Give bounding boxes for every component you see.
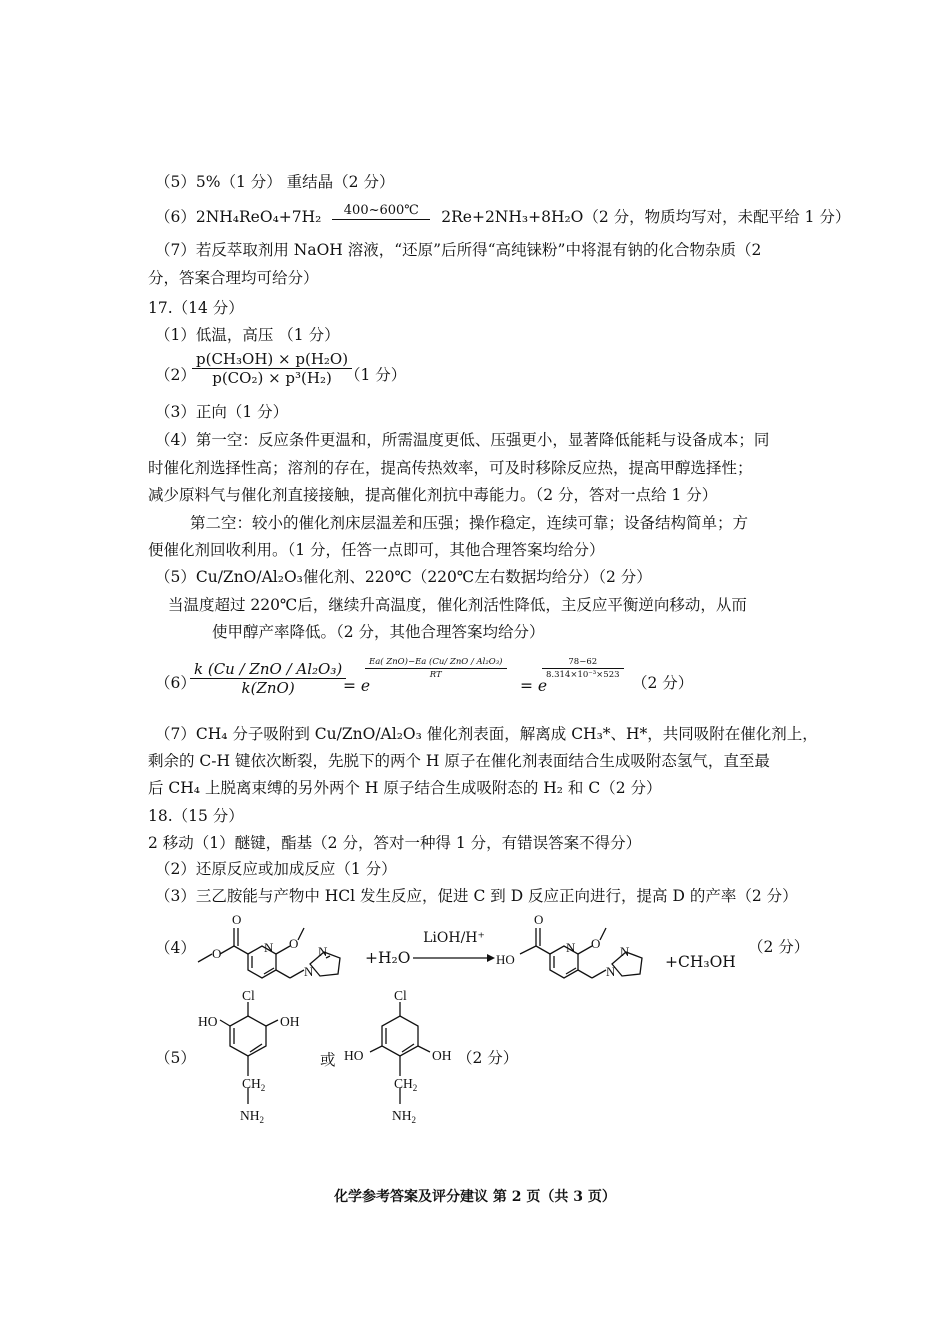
q17-answer-6-label: （6）: [155, 674, 196, 692]
q17-header: 17.（14 分）: [148, 299, 244, 317]
svg-text:CH2: $CH_2$: [394, 1076, 418, 1093]
q17-answer-2-score: （1 分）: [345, 366, 407, 384]
acid-product-structure: [492, 910, 672, 985]
q18-answer-4-score: （2 分）: [748, 938, 810, 956]
q16-answer-5: （5）5%（1 分） 重结晶（2 分）: [155, 173, 395, 191]
q17-answer-4-line2: 时催化剂选择性高；溶剂的存在，提高传热效率，可及时移除反应热，提高甲醇选择性；: [148, 459, 753, 477]
q17-answer-5-line1: （5）Cu/ZnO/Al₂O₃催化剂、220℃（220℃左右数据均给分）（2 分）: [155, 568, 652, 586]
svg-text:OH: OH: [280, 1014, 300, 1029]
q17-answer-5-line3: 使甲醇产率降低。（2 分，其他合理答案均给分）: [212, 623, 545, 641]
exponent-2: [542, 656, 624, 681]
exp-equals-2: = e: [520, 677, 548, 695]
svg-text:HO: HO: [198, 1014, 218, 1029]
svg-text:N: N: [264, 940, 274, 955]
svg-text:HO: HO: [496, 952, 515, 967]
q18-answer-5-label: （5）: [155, 1049, 196, 1067]
q18-answer-2: （2）还原反应或加成反应（1 分）: [155, 860, 397, 878]
q18-plus-methanol: +CH₃OH: [665, 953, 736, 971]
q18-answer-1: 2 移动（1）醚键，酯基（2 分，答对一种得 1 分，有错误答案不得分）: [148, 834, 642, 852]
svg-text:N: N: [566, 940, 576, 955]
exp-equals-1: = e: [343, 677, 371, 695]
svg-text:CH2: $CH_2$: [242, 1076, 266, 1093]
page-footer: 化学参考答案及评分建议 第 2 页（共 3 页）: [334, 1189, 616, 1205]
reaction-reagent: LiOH/H⁺: [423, 930, 485, 946]
svg-text:N: N: [318, 944, 328, 959]
svg-text:O: O: [289, 936, 299, 951]
svg-text:N: N: [606, 964, 616, 979]
exponent-2-numerator: 78−62: [542, 656, 624, 669]
q17-answer-4-line1: （4）第一空：反应条件更温和，所需温度更低、压强更小，显著降低能耗与设备成本；同: [155, 431, 770, 449]
q17-answer-7-line1: （7）CH₄ 分子吸附到 Cu/ZnO/Al₂O₃ 催化剂表面，解离成 CH₃*、H*，共同吸附在催化剂上，: [155, 725, 818, 743]
rate-ratio: [190, 660, 346, 697]
q18-answer-4-label: （4）: [155, 939, 196, 957]
q17-answer-7-line2: 剩余的 C-H 键依次断裂，先脱下的两个 H 原子在催化剂表面结合生成吸附态氢气，直至最: [148, 752, 770, 770]
svg-text:Cl: Cl: [242, 988, 255, 1003]
ester-reactant-structure: [190, 910, 370, 985]
q17-answer-4-line3: 减少原料气与催化剂直接接触，提高催化剂抗中毒能力。（2 分，答对一点给 1 分）: [148, 486, 718, 504]
q18-header: 18.（15 分）: [148, 807, 244, 825]
q17-answer-1: （1）低温，高压 （1 分）: [155, 326, 340, 344]
q17-answer-6-score: （2 分）: [632, 674, 694, 692]
q17-answer-5-line2: 当温度超过 220℃后，继续升高温度，催化剂活性降低，主反应平衡逆向移动，从而: [168, 596, 747, 614]
svg-text:Cl: Cl: [394, 988, 407, 1003]
q17-answer-4-line5: 便催化剂回收利用。（1 分，任答一点即可，其他合理答案均给分）: [148, 541, 605, 559]
rate-ratio-denominator: k(ZnO): [241, 679, 295, 697]
kp-numerator: p(CH₃OH) × p(H₂O): [192, 350, 352, 369]
kp-expression: [192, 350, 352, 387]
svg-text:HO: HO: [344, 1048, 364, 1063]
exponent-2-denominator: 8.314×10⁻³×523: [546, 670, 620, 680]
q18-plus-water: +H₂O: [365, 949, 411, 967]
q18-answer-5-or: 或: [320, 1051, 336, 1069]
reaction-condition: 400~600℃: [343, 202, 419, 218]
exponent-1-denominator: RT: [429, 670, 442, 680]
svg-text:O: O: [212, 946, 222, 961]
q18-answer-3: （3）三乙胺能与产物中 HCl 发生反应，促进 C 到 D 反应正向进行，提高 D 的产率（2 分）: [155, 887, 798, 905]
q17-answer-4-line4: 第二空：较小的催化剂床层温差和压强；操作稳定，连续可靠；设备结构简单；方: [190, 514, 749, 532]
rate-ratio-numerator: k (Cu / ZnO / Al₂O₃): [190, 660, 346, 679]
equation-products: 2Re+2NH₃+8H₂O（2 分，物质均写对，未配平给 1 分）: [441, 208, 851, 226]
q16-answer-7-line2: 分，答案合理均可给分）: [148, 269, 319, 287]
svg-text:NH2: $NH_2$: [240, 1108, 264, 1125]
kp-denominator: p(CO₂) × p³(H₂): [212, 369, 332, 387]
q16-answer-7-line1: （7）若反萃取剂用 NaOH 溶液，“还原”后所得“高纯铼粉”中将混有钠的化合物杂质（2: [155, 241, 762, 259]
isomer-structure-2: [342, 984, 472, 1134]
exponent-1: [365, 656, 507, 681]
isomer-structure-1: [196, 984, 326, 1134]
svg-text:OH: OH: [432, 1048, 452, 1063]
svg-text:N: N: [304, 964, 314, 979]
reaction-condition-arrow: [332, 202, 430, 220]
q16-answer-6: [155, 202, 851, 227]
exponent-1-numerator: Ea( ZnO)−Ea (Cu/ ZnO / Al₂O₃): [365, 656, 507, 669]
svg-text:N: N: [620, 944, 630, 959]
svg-text:O: O: [232, 912, 242, 927]
q17-answer-3: （3）正向（1 分）: [155, 403, 289, 421]
q17-answer-2-label: （2）: [155, 366, 196, 384]
q18-answer-5-score: （2 分）: [457, 1049, 519, 1067]
svg-text:NH2: $NH_2$: [392, 1108, 416, 1125]
svg-text:O: O: [591, 936, 601, 951]
q17-answer-7-line3: 后 CH₄ 上脱离束缚的另外两个 H 原子结合生成吸附态的 H₂ 和 C（2 分）: [148, 779, 662, 797]
svg-text:O: O: [534, 912, 544, 927]
arrow-icon: [413, 950, 495, 966]
equation-reactants: （6）2NH₄ReO₄+7H₂: [155, 208, 322, 226]
